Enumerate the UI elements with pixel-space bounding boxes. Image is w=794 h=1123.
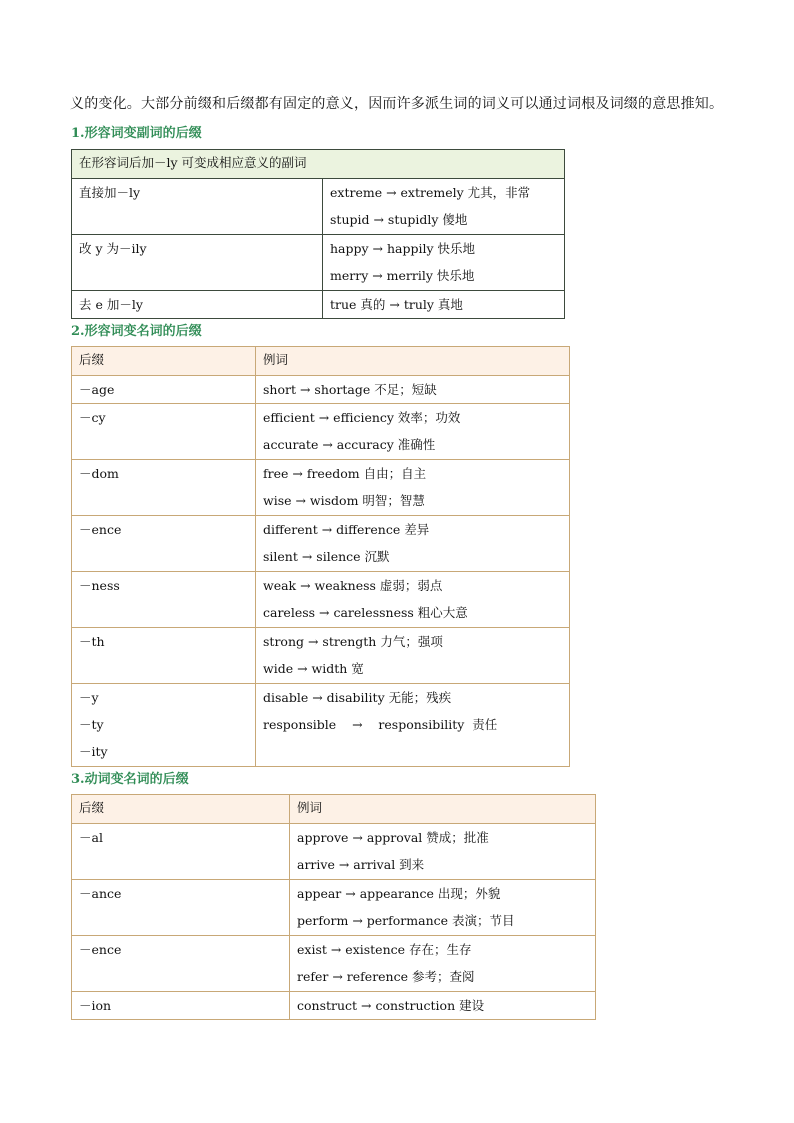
table-row — [72, 235, 565, 291]
example-header: 例词 — [290, 795, 596, 824]
suffix-cell — [72, 880, 290, 936]
example-cell — [290, 936, 596, 992]
suffix-text: －age — [79, 382, 115, 397]
example-text: extreme → extremely 尤其，非常 — [330, 185, 531, 200]
example-text: construct → construction 建设 — [297, 998, 485, 1013]
example-cell — [256, 516, 570, 572]
example-cell — [323, 291, 565, 319]
example-text: arrive → arrival 到来 — [297, 857, 425, 872]
example-text: accurate → accuracy 准确性 — [263, 437, 436, 452]
example-cell — [256, 572, 570, 628]
example-text: efficient → efficiency 效率；功效 — [263, 410, 461, 425]
example-text: disable → disability 无能；残疾 — [263, 690, 452, 705]
table-header-cell: 在形容词后加－ly 可变成相应意义的副词 — [72, 150, 565, 179]
table-row — [72, 684, 570, 767]
example-text: appear → appearance 出现；外貌 — [297, 886, 501, 901]
example-text: wide → width 宽 — [263, 661, 364, 676]
suffix-cell — [72, 628, 256, 684]
table-row — [72, 404, 570, 460]
rule-text: 直接加－ly — [79, 185, 141, 200]
example-text: free → freedom 自由；自主 — [263, 466, 427, 481]
verb-to-noun-table — [71, 794, 596, 1020]
example-cell — [256, 404, 570, 460]
suffix-text: －al — [79, 830, 103, 845]
table-row — [72, 572, 570, 628]
suffix-text: －ity — [79, 744, 108, 759]
example-text: careless → carelessness 粗心大意 — [263, 605, 468, 620]
suffix-text: －ence — [79, 942, 122, 957]
suffix-text: －ance — [79, 886, 122, 901]
example-text: wise → wisdom 明智；智慧 — [263, 493, 425, 508]
example-text: perform → performance 表演；节目 — [297, 913, 515, 928]
suffix-cell — [72, 404, 256, 460]
suffix-cell — [72, 376, 256, 404]
example-text: different → difference 差异 — [263, 522, 430, 537]
rule-text: 改 y 为－ily — [79, 241, 147, 256]
rule-cell — [72, 291, 323, 319]
example-text: exist → existence 存在；生存 — [297, 942, 472, 957]
suffix-cell — [72, 992, 290, 1020]
example-text: short → shortage 不足；短缺 — [263, 382, 437, 397]
table-row — [72, 376, 570, 404]
table-row — [72, 824, 596, 880]
example-cell — [290, 880, 596, 936]
example-cell — [256, 460, 570, 516]
suffix-cell — [72, 572, 256, 628]
table-header-row — [72, 795, 596, 824]
example-text: silent → silence 沉默 — [263, 549, 390, 564]
example-text: stupid → stupidly 傻地 — [330, 212, 468, 227]
suffix-header: 后缀 — [72, 795, 290, 824]
table-row — [72, 936, 596, 992]
suffix-text: －ion — [79, 998, 112, 1013]
example-header: 例词 — [256, 347, 570, 376]
suffix-text: －ty — [79, 717, 104, 732]
example-text: strong → strength 力气；强项 — [263, 634, 443, 649]
section1-heading: 1.形容词变副词的后缀 — [71, 126, 202, 141]
example-cell — [290, 824, 596, 880]
example-text: happy → happily 快乐地 — [330, 241, 476, 256]
example-cell — [256, 376, 570, 404]
example-cell — [290, 992, 596, 1020]
rule-cell — [72, 179, 323, 235]
suffix-text: －ness — [79, 578, 120, 593]
table-row — [72, 460, 570, 516]
intro-paragraph: 义的变化。大部分前缀和后缀都有固定的意义，因而许多派生词的词义可以通过词根及词缀的意思推知。 — [70, 96, 724, 112]
table-header-row — [72, 347, 570, 376]
example-cell — [323, 235, 565, 291]
suffix-cell — [72, 460, 256, 516]
table-row — [72, 628, 570, 684]
rule-text: 去 e 加－ly — [79, 297, 143, 312]
suffix-text: －cy — [79, 410, 106, 425]
example-text: merry → merrily 快乐地 — [330, 268, 475, 283]
table-row — [72, 992, 596, 1020]
example-text: approve → approval 赞成；批准 — [297, 830, 489, 845]
example-cell — [323, 179, 565, 235]
section2-heading: 2.形容词变名词的后缀 — [71, 324, 202, 339]
rule-cell — [72, 235, 323, 291]
example-text: refer → reference 参考；查阅 — [297, 969, 475, 984]
adj-to-noun-table — [71, 346, 570, 767]
table-row — [72, 179, 565, 235]
suffix-text: －y — [79, 690, 99, 705]
section3-heading: 3.动词变名词的后缀 — [71, 772, 189, 787]
table-row — [72, 291, 565, 319]
suffix-cell — [72, 824, 290, 880]
table-row — [72, 880, 596, 936]
suffix-text: －ence — [79, 522, 122, 537]
example-cell — [256, 628, 570, 684]
suffix-text: －dom — [79, 466, 119, 481]
example-text: true 真的 → truly 真地 — [330, 297, 463, 312]
suffix-cell — [72, 936, 290, 992]
suffix-cell — [72, 684, 256, 767]
suffix-cell — [72, 516, 256, 572]
suffix-text: －th — [79, 634, 105, 649]
adj-to-adv-table — [71, 149, 565, 319]
example-cell — [256, 684, 570, 767]
table-header-row — [72, 150, 565, 179]
suffix-header: 后缀 — [72, 347, 256, 376]
example-text: responsible → responsibility 责任 — [263, 717, 498, 732]
example-text: weak → weakness 虚弱；弱点 — [263, 578, 443, 593]
table-row — [72, 516, 570, 572]
